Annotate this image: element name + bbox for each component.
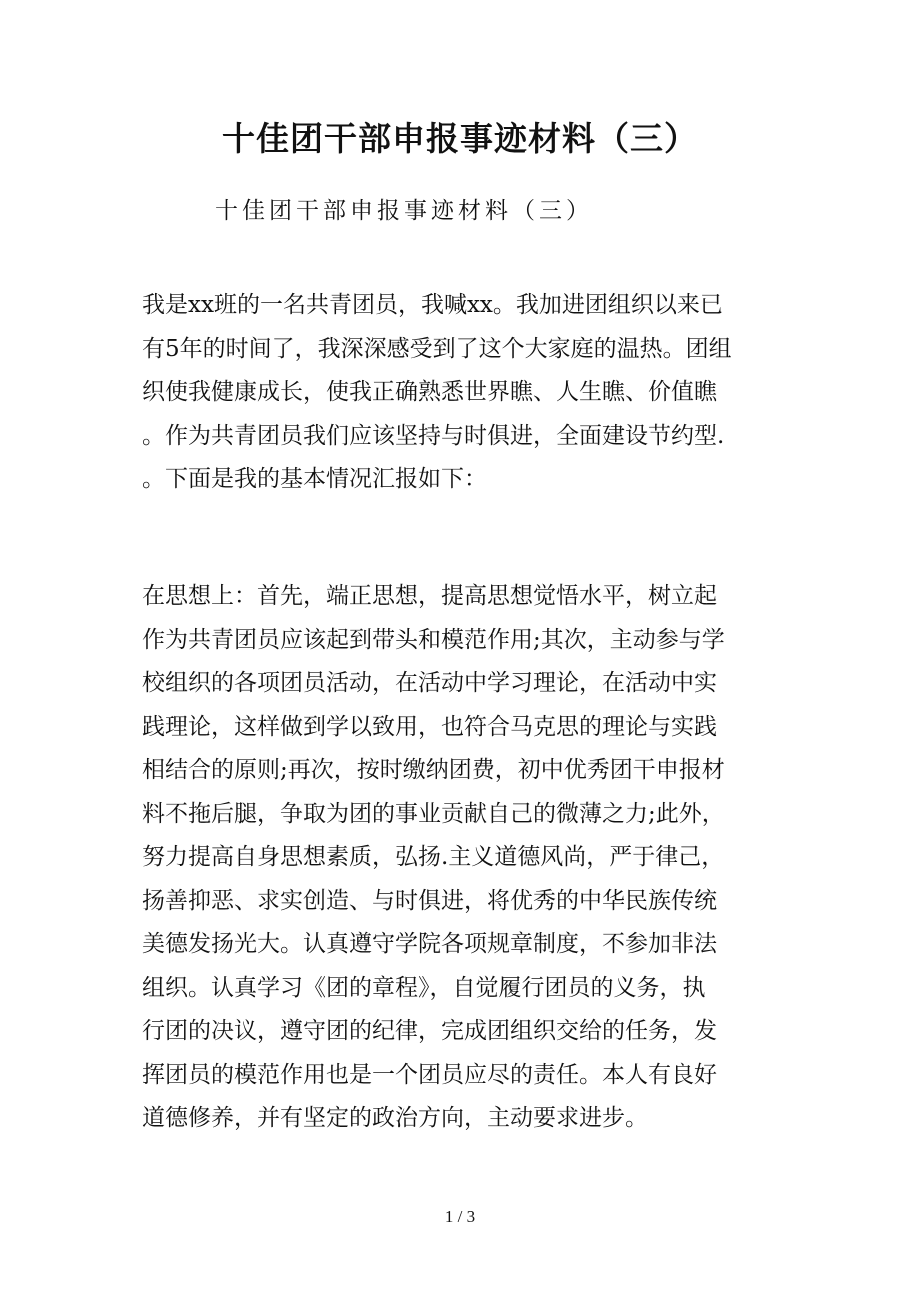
paragraph-1 <box>142 284 782 502</box>
subtitle: 十佳团干部申报事迹材料（三） <box>215 198 593 224</box>
paragraph-line: 有5年的时间了，我深深感受到了这个大家庭的温热。团组 <box>142 335 732 362</box>
paragraph-2 <box>142 575 782 1141</box>
paragraph-line: 。下面是我的基本情况汇报如下： <box>142 466 487 492</box>
paragraph-line: 美德发扬光大。认真遵守学院各项规章制度，不参加非法 <box>142 931 717 957</box>
page-title: 十佳团干部申报事迹材料（三） <box>222 119 698 158</box>
page-number: 1 / 3 <box>444 1207 476 1226</box>
paragraph-line: 组织。认真学习《团的章程》，自觉履行团员的义务，执 <box>142 974 706 1001</box>
paragraph-line: 扬善抑恶、求实创造、与时俱进，将优秀的中华民族传统 <box>142 887 717 914</box>
paragraph-line: 料不拖后腿，争取为团的事业贡献自己的微薄之力;此外， <box>142 800 725 827</box>
paragraph-line: 道德修养，并有坚定的政治方向，主动要求进步。 <box>142 1105 648 1131</box>
paragraph-line: 在思想上：首先，端正思想，提高思想觉悟水平，树立起 <box>142 583 717 609</box>
paragraph-line: 。作为共青团员我们应该坚持与时俱进，全面建设节约型. <box>142 422 725 449</box>
paragraph-line: 行团的决议，遵守团的纪律，完成团组织交给的任务，发 <box>142 1018 717 1044</box>
paragraph-line: 我是xx班的一名共青团员，我喊xx。我加进团组织以来已 <box>142 292 723 318</box>
paragraph-line: 校组织的各项团员活动，在活动中学习理论，在活动中实 <box>142 670 717 696</box>
paragraph-line: 挥团员的模范作用也是一个团员应尽的责任。本人有良好 <box>142 1061 717 1088</box>
paragraph-line: 努力提高自身思想素质，弘扬.主义道德风尚，严于律己， <box>142 844 725 870</box>
paragraph-line: 践理论，这样做到学以致用，也符合马克思的理论与实践 <box>142 713 717 740</box>
paragraph-line: 相结合的原则;再次，按时缴纳团费，初中优秀团干申报材 <box>142 757 725 783</box>
paragraph-line: 作为共青团员应该起到带头和模范作用;其次，主动参与学 <box>142 626 725 653</box>
paragraph-line: 织使我健康成长，使我正确熟悉世界瞧、人生瞧、价值瞧 <box>142 379 717 405</box>
